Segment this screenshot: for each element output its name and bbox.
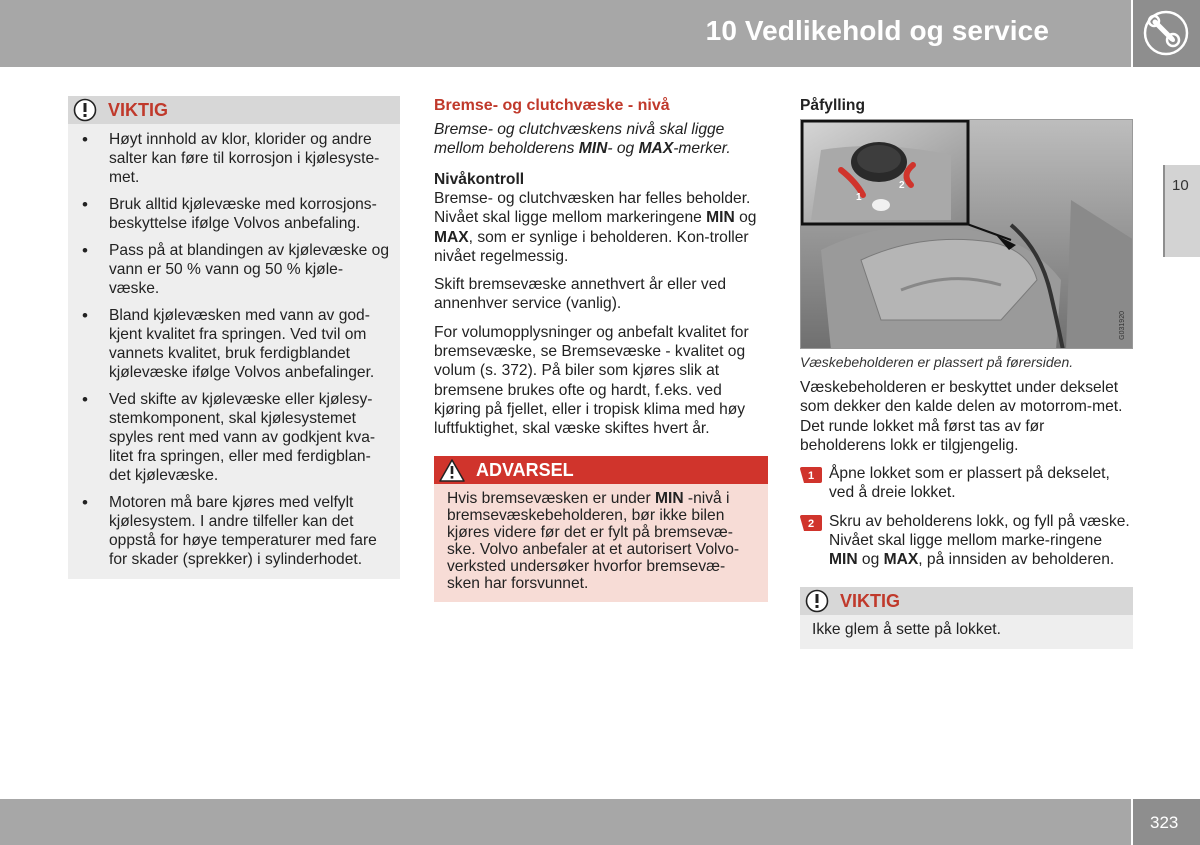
page-number: 323 bbox=[1150, 813, 1179, 832]
svg-text:1: 1 bbox=[808, 470, 815, 483]
engine-bay-photo bbox=[800, 119, 1133, 349]
section-intro: Bremse- og clutchvæskens nivå skal ligge mellom beholderens MIN- og MAX-merker. bbox=[434, 121, 731, 157]
header-bar bbox=[0, 0, 1131, 67]
viktig-label: VIKTIG bbox=[840, 590, 901, 611]
svg-text:2: 2 bbox=[808, 517, 815, 530]
step-1-badge bbox=[800, 467, 822, 483]
list-item: • Bruk alltid kjølevæske med korrosjons-beskyttelse ifølge Volvos anbefaling. bbox=[80, 195, 390, 233]
advarsel-body: Hvis bremsevæsken er under MIN -nivå i bremsevæskebeholderen, bør ikke bilen kjøres videre før det er fylt på bremsevæ-ske. Volvo anbefaler at et autorisert Volvo-verksted undersøker hvorfor bremsevæ-sken har forsvunnet. bbox=[434, 484, 768, 603]
chapter-tab bbox=[1163, 165, 1200, 257]
sub-heading: Nivåkontroll bbox=[434, 171, 525, 188]
exclamation-icon bbox=[805, 589, 829, 613]
paragraph: Skift bremsevæske annethvert år eller ved annenhver service (vanlig). bbox=[434, 276, 727, 313]
wrench-gear-icon bbox=[1142, 9, 1190, 57]
advarsel-label: ADVARSEL bbox=[476, 459, 574, 480]
photo-label-2: 2 bbox=[899, 180, 905, 191]
exclamation-icon bbox=[73, 98, 97, 122]
viktig-body: Ikke glem å sette på lokket. bbox=[800, 615, 1133, 649]
engine-bay-illustration bbox=[801, 120, 1133, 349]
viktig-box-coolant bbox=[68, 96, 400, 579]
advarsel-header bbox=[434, 456, 768, 484]
step-2-text: Skru av beholderens lokk, og fyll på væske. Nivået skal ligge mellom marke-ringene MIN og MAX, på innsiden av beholderen. bbox=[829, 512, 1130, 569]
brake-fluid-section bbox=[434, 96, 768, 602]
list-item: • Bland kjølevæsken med vann av god-kjent kvalitet fra springen. Ved tvil om vannets kvalitet, bruk ferdigblandet kjølevæske ifølge Volvos anbefalinger. bbox=[80, 306, 390, 382]
step-1-text: Åpne lokket som er plassert på dekselet, ved å dreie lokket. bbox=[829, 465, 1110, 502]
chapter-title: 10 Vedlikehold og service bbox=[705, 15, 1049, 46]
step-2 bbox=[800, 512, 1133, 570]
photo-caption: Væskebeholderen er plassert på førersiden. bbox=[800, 354, 1074, 370]
paragraph: For volumopplysninger og anbefalt kvalitet for bremsevæske, se Bremsevæske - kvalitet og volum (s. 372). På biler som kjøres slik at bremsene brukes ofte og hardt, f.eks. ved kjøring på fjellet, eller i tropisk klima med høy luftfuktighet, skal væske skiftes hvert år. bbox=[434, 323, 749, 438]
paragraph: Væskebeholderen er beskyttet under dekselet som dekker den kalde delen av motorrom-met. Det runde lokket må først tas av før beholderens lokk er tilgjengelig. bbox=[800, 379, 1123, 454]
viktig-list bbox=[80, 130, 390, 569]
list-item: • Ved skifte av kjølevæske eller kjølesy-stemkomponent, skal kjølesystemet spyles rent med vann av godkjent kva-litet fra springen, eller med ferdigblan-det kjølevæske. bbox=[80, 390, 390, 485]
list-item: • Høyt innhold av klor, klorider og andre salter kan føre til korrosjon i kjølesyste-met. bbox=[80, 130, 390, 187]
warning-triangle-icon bbox=[439, 459, 465, 482]
footer-bar bbox=[0, 799, 1131, 845]
viktig-label: VIKTIG bbox=[108, 100, 169, 120]
section-heading: Bremse- og clutchvæske - nivå bbox=[434, 97, 670, 114]
refill-section bbox=[800, 96, 1133, 649]
viktig-header bbox=[68, 96, 400, 124]
list-item: • Pass på at blandingen av kjølevæske og vann er 50 % vann og 50 % kjøle-væske. bbox=[80, 241, 390, 298]
viktig-body bbox=[68, 124, 400, 579]
step-1 bbox=[800, 464, 1133, 503]
photo-code: G031920 bbox=[1119, 311, 1126, 340]
viktig-header bbox=[800, 587, 1133, 615]
list-item: • Motoren må bare kjøres med velfylt kjølesystem. I andre tilfeller kan det oppstå for høye temperaturer med fare for skader (sprekker) i sylinderhodet. bbox=[80, 493, 390, 569]
header-icon-box bbox=[1133, 0, 1200, 67]
chapter-tab-number: 10 bbox=[1172, 177, 1189, 194]
viktig-box-lid bbox=[800, 587, 1133, 649]
paragraph: Bremse- og clutchvæsken har felles beholder. Nivået skal ligge mellom markeringene MIN og MAX, som er synlige i beholderen. Kon-troller nivået regelmessig. bbox=[434, 190, 757, 265]
section-heading: Påfylling bbox=[800, 97, 865, 114]
step-2-badge bbox=[800, 515, 822, 531]
photo-label-1: 1 bbox=[856, 192, 862, 203]
advarsel-box bbox=[434, 456, 768, 603]
footer-page-box bbox=[1133, 799, 1200, 845]
